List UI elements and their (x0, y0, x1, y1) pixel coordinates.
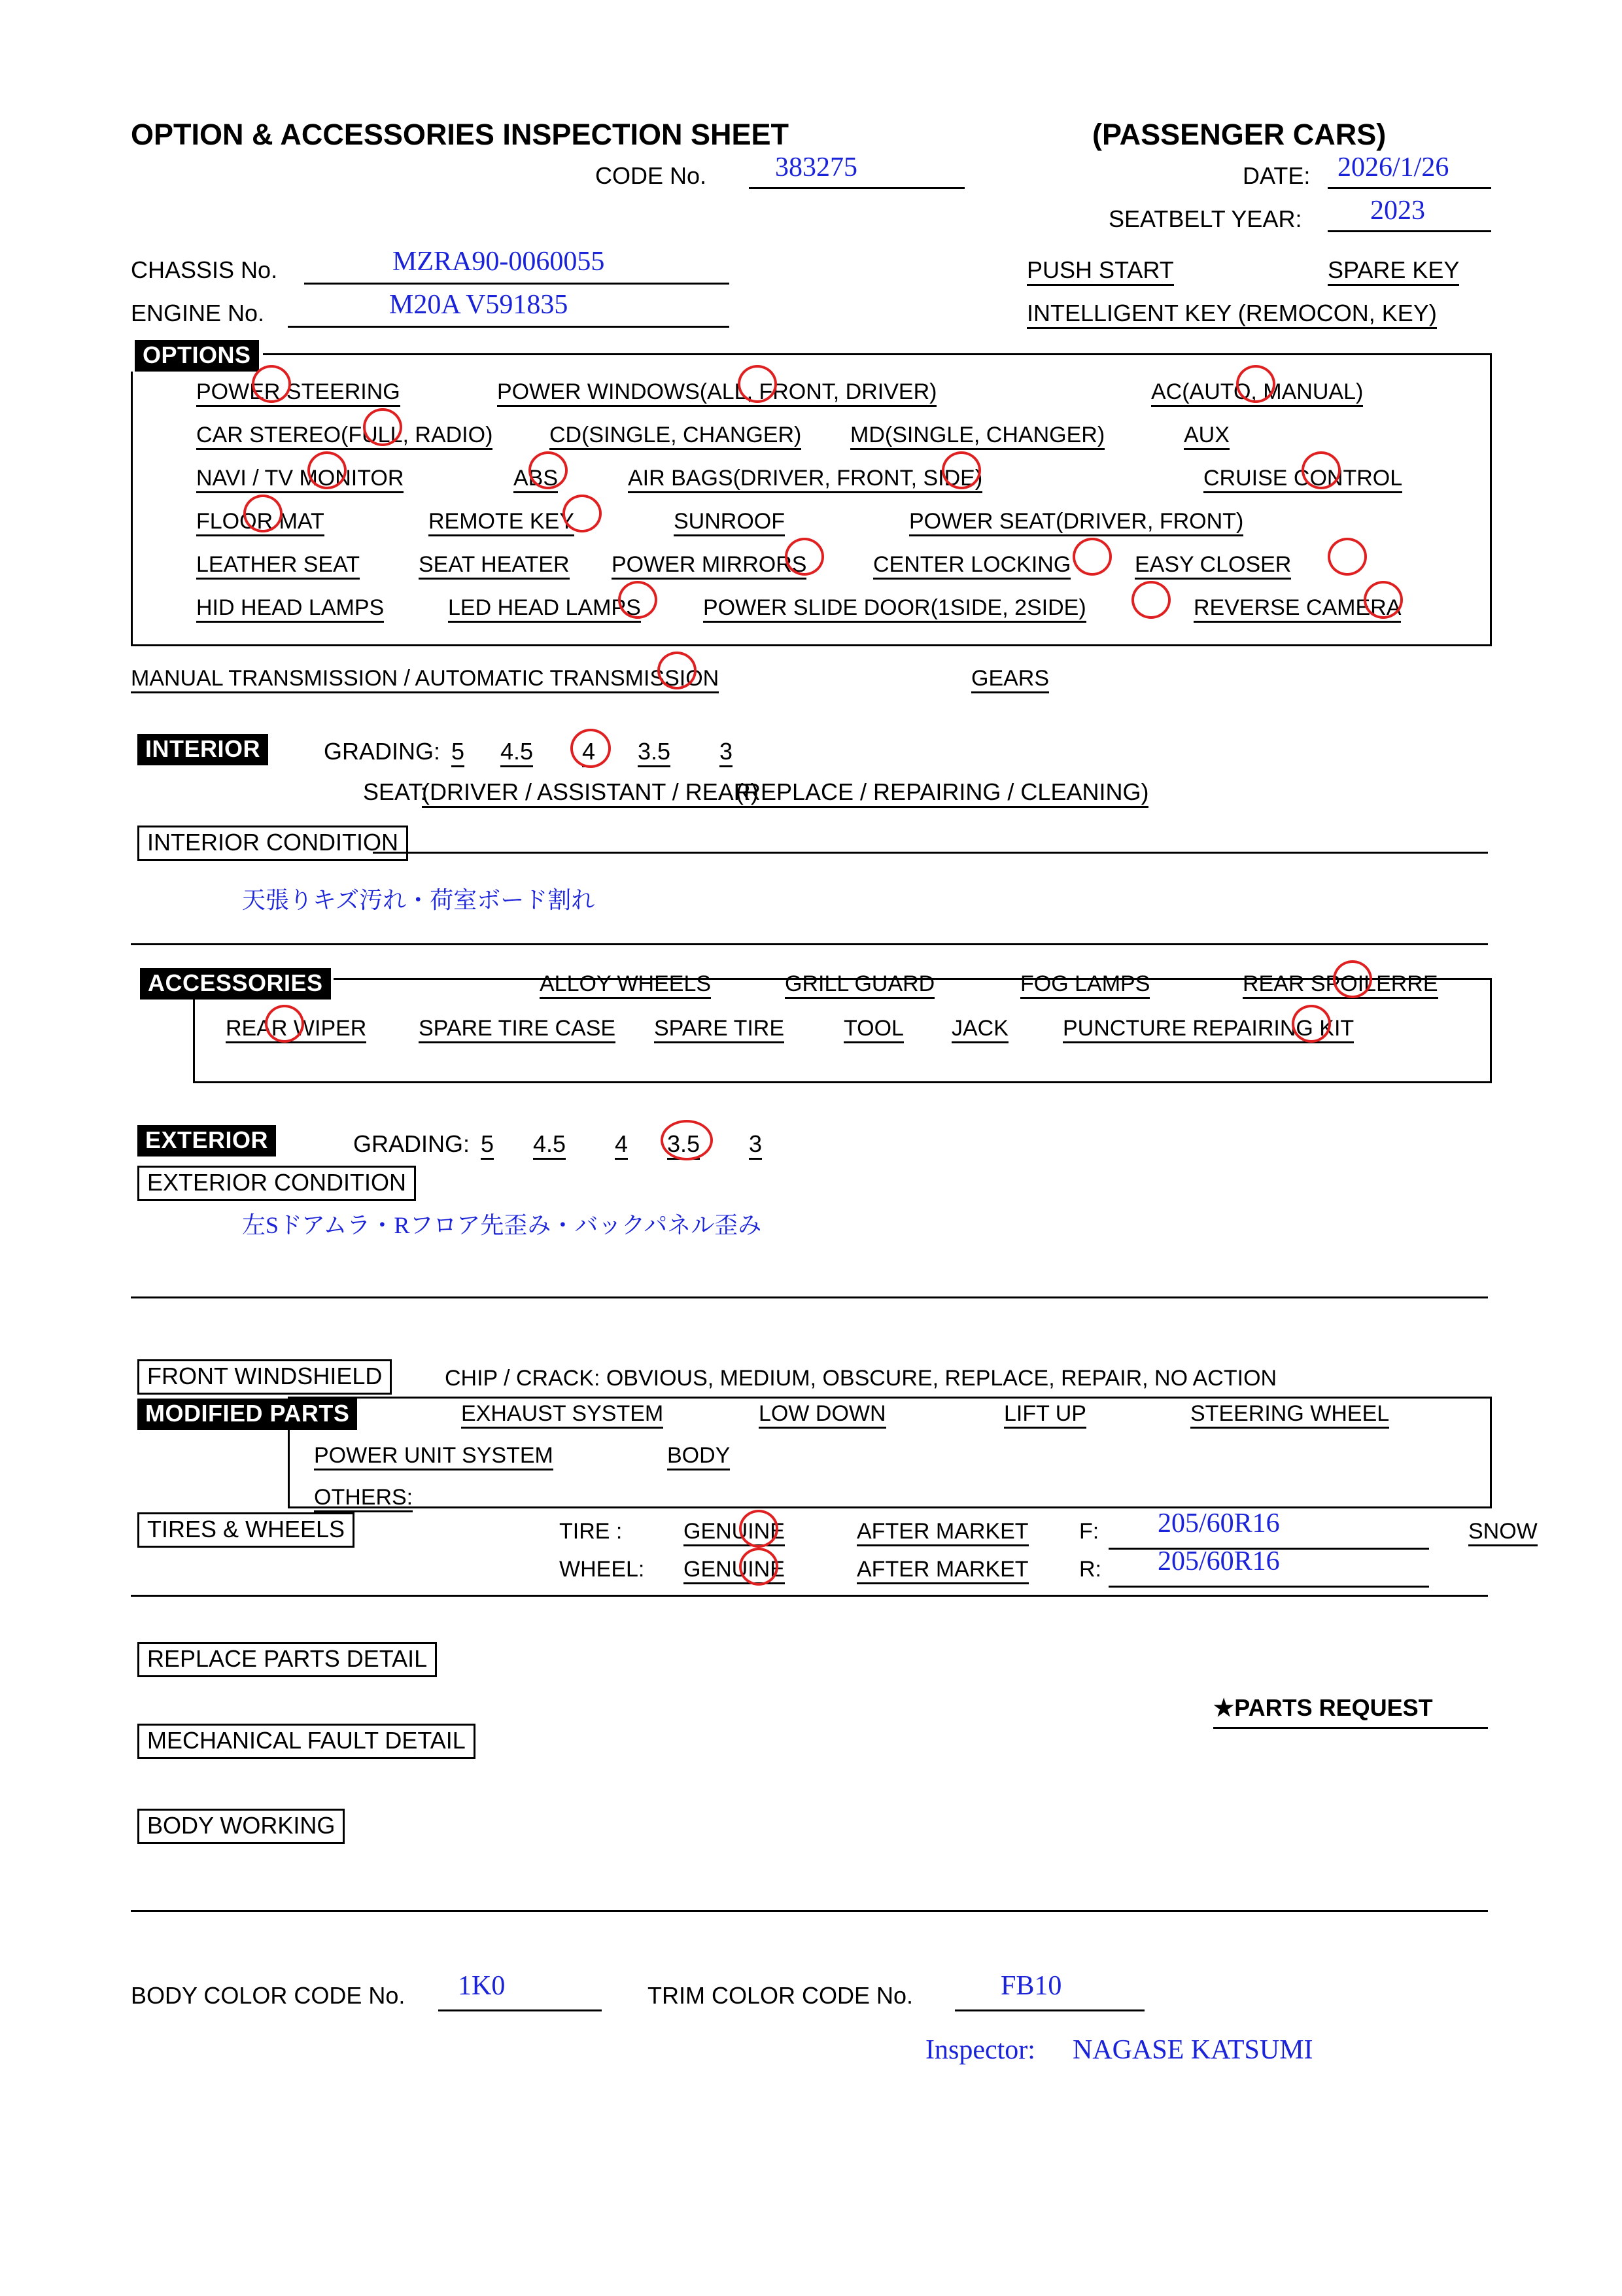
accessory-spare-tire-case[interactable]: SPARE TIRE CASE (419, 1016, 615, 1043)
tires-bottom-rule (131, 1595, 1488, 1597)
option-air-bags[interactable]: AIR BAGS(DRIVER, FRONT, SIDE) (628, 466, 982, 493)
mechanical-fault-detail-label: MECHANICAL FAULT DETAIL (137, 1724, 475, 1759)
engine-value: M20A V591835 (389, 290, 568, 320)
accessory-fog-lamps[interactable]: FOG LAMPS (1020, 971, 1150, 999)
option-cd[interactable]: CD(SINGLE, CHANGER) (549, 423, 801, 450)
accessory-alloy-wheels[interactable]: ALLOY WHEELS (540, 971, 711, 999)
option-center-locking[interactable]: CENTER LOCKING (873, 552, 1071, 580)
interior-condition-note: 天張りキズ汚れ・荷室ボード割れ (242, 887, 595, 913)
trim-color-code-label: TRIM COLOR CODE No. (647, 1982, 914, 2009)
exterior-grade-4-5[interactable]: 4.5 (533, 1130, 566, 1160)
body-working-label: BODY WORKING (137, 1809, 345, 1844)
tire-snow-option[interactable]: SNOW (1468, 1519, 1538, 1546)
option-leather-seat[interactable]: LEATHER SEAT (196, 552, 360, 580)
accessory-rear-spoilerre[interactable]: REAR SPOILERRE (1243, 971, 1438, 999)
spare-key-option[interactable]: SPARE KEY (1328, 256, 1459, 286)
exterior-section-label: EXTERIOR (137, 1125, 276, 1157)
accessories-section-label: ACCESSORIES (140, 968, 331, 1000)
body-color-code-label: BODY COLOR CODE No. (131, 1982, 406, 2009)
intelligent-key-option[interactable]: INTELLIGENT KEY (REMOCON, KEY) (1027, 300, 1437, 329)
code-label: CODE No. (595, 162, 707, 189)
modified-body[interactable]: BODY (667, 1443, 730, 1470)
code-value: 383275 (775, 152, 857, 183)
tire-genuine-option[interactable]: GENUINE (683, 1519, 785, 1546)
body-color-code-value: 1K0 (458, 1971, 506, 2001)
modified-parts-section-label: MODIFIED PARTS (137, 1399, 357, 1430)
page-subtitle: (PASSENGER CARS) (1092, 118, 1387, 151)
interior-section-label: INTERIOR (137, 734, 268, 765)
option-floor-mat[interactable]: FLOOR MAT (196, 509, 324, 536)
interior-condition-rule-1 (373, 852, 1488, 854)
accessory-jack[interactable]: JACK (952, 1016, 1009, 1043)
body-working-rule (131, 1910, 1488, 1912)
page-title: OPTION & ACCESSORIES INSPECTION SHEET (131, 118, 789, 151)
modified-power-unit-system[interactable]: POWER UNIT SYSTEM (314, 1443, 553, 1470)
modified-lift-up[interactable]: LIFT UP (1004, 1401, 1086, 1429)
interior-grade-5[interactable]: 5 (451, 738, 464, 767)
gears-label[interactable]: GEARS (971, 666, 1049, 693)
accessory-spare-tire[interactable]: SPARE TIRE (654, 1016, 784, 1043)
interior-condition-rule-2 (131, 943, 1488, 945)
option-hid-head-lamps[interactable]: HID HEAD LAMPS (196, 595, 384, 623)
exterior-grade-5[interactable]: 5 (481, 1130, 494, 1160)
inspector-value: NAGASE KATSUMI (1073, 2035, 1313, 2065)
interior-seat-options[interactable]: (DRIVER / ASSISTANT / REAR) (422, 778, 759, 808)
option-navi-tv-monitor[interactable]: NAVI / TV MONITOR (196, 466, 404, 493)
option-md[interactable]: MD(SINGLE, CHANGER) (850, 423, 1105, 450)
interior-seat-actions[interactable]: (REPLACE / REPAIRING / CLEANING) (736, 778, 1148, 808)
transmission-option[interactable]: MANUAL TRANSMISSION / AUTOMATIC TRANSMISSION (131, 666, 719, 693)
wheel-row-label: WHEEL: (559, 1557, 645, 1582)
interior-condition-label: INTERIOR CONDITION (137, 826, 408, 861)
exterior-condition-rule (131, 1296, 1488, 1298)
wheel-after-market-option[interactable]: AFTER MARKET (857, 1557, 1029, 1584)
accessory-rear-wiper[interactable]: REAR WIPER (226, 1016, 366, 1043)
accessory-tool[interactable]: TOOL (844, 1016, 904, 1043)
options-section-label: OPTIONS (135, 340, 259, 372)
replace-parts-detail-label: REPLACE PARTS DETAIL (137, 1642, 437, 1677)
modified-others-label[interactable]: OTHERS: (314, 1485, 413, 1512)
parts-request-rule (1213, 1727, 1488, 1729)
option-power-slide-door[interactable]: POWER SLIDE DOOR(1SIDE, 2SIDE) (703, 595, 1086, 623)
push-start-option[interactable]: PUSH START (1027, 256, 1174, 286)
interior-grade-3[interactable]: 3 (719, 738, 733, 767)
interior-grade-3-5[interactable]: 3.5 (638, 738, 670, 767)
accessory-grill-guard[interactable]: GRILL GUARD (785, 971, 935, 999)
exterior-grade-4[interactable]: 4 (615, 1130, 628, 1160)
modified-exhaust-system[interactable]: EXHAUST SYSTEM (461, 1401, 663, 1429)
option-cruise-control[interactable]: CRUISE CONTROL (1203, 466, 1402, 493)
exterior-grade-3[interactable]: 3 (749, 1130, 762, 1160)
parts-request-label: ★PARTS REQUEST (1213, 1694, 1433, 1721)
option-abs[interactable]: ABS (513, 466, 558, 493)
option-ac[interactable]: AC(AUTO, MANUAL) (1151, 379, 1363, 407)
option-reverse-camera[interactable]: REVERSE CAMERA (1194, 595, 1401, 623)
option-aux[interactable]: AUX (1184, 423, 1230, 450)
seatbelt-label: SEATBELT YEAR: (1109, 205, 1302, 232)
interior-grading-label: GRADING: (324, 738, 441, 765)
front-windshield-options[interactable]: CHIP / CRACK: OBVIOUS, MEDIUM, OBSCURE, REPLACE, REPAIR, NO ACTION (445, 1366, 1277, 1391)
date-label: DATE: (1243, 162, 1311, 189)
option-seat-heater[interactable]: SEAT HEATER (419, 552, 570, 580)
option-sunroof[interactable]: SUNROOF (674, 509, 785, 536)
option-led-head-lamps[interactable]: LED HEAD LAMPS (448, 595, 641, 623)
accessory-puncture-repairing-kit[interactable]: PUNCTURE REPAIRING KIT (1063, 1016, 1354, 1043)
tires-wheels-label: TIRES & WHEELS (137, 1512, 354, 1548)
option-easy-closer[interactable]: EASY CLOSER (1135, 552, 1291, 580)
interior-grade-4-5[interactable]: 4.5 (500, 738, 533, 767)
tire-front-label: F: (1079, 1519, 1099, 1544)
seatbelt-value: 2023 (1370, 196, 1425, 226)
option-power-seat[interactable]: POWER SEAT(DRIVER, FRONT) (909, 509, 1243, 536)
option-power-mirrors[interactable]: POWER MIRRORS (612, 552, 806, 580)
wheel-genuine-option[interactable]: GENUINE (683, 1557, 785, 1584)
tire-row-label: TIRE : (559, 1519, 623, 1544)
option-power-steering[interactable]: POWER STEERING (196, 379, 400, 407)
modified-steering-wheel[interactable]: STEERING WHEEL (1190, 1401, 1389, 1429)
tire-front-value: 205/60R16 (1158, 1508, 1280, 1539)
tire-after-market-option[interactable]: AFTER MARKET (857, 1519, 1029, 1546)
inspector-label: Inspector: (925, 2035, 1035, 2065)
chassis-value: MZRA90-0060055 (392, 247, 605, 277)
tire-rear-value: 205/60R16 (1158, 1546, 1280, 1576)
engine-label: ENGINE No. (131, 300, 265, 326)
front-windshield-label: FRONT WINDSHIELD (137, 1359, 392, 1395)
tire-rear-label: R: (1079, 1557, 1101, 1582)
trim-color-code-value: FB10 (1001, 1971, 1062, 2001)
chassis-label: CHASSIS No. (131, 256, 278, 283)
exterior-grading-label: GRADING: (353, 1130, 470, 1157)
date-value: 2026/1/26 (1337, 152, 1449, 183)
modified-low-down[interactable]: LOW DOWN (759, 1401, 886, 1429)
exterior-grade-3-5[interactable]: 3.5 (667, 1130, 700, 1160)
exterior-condition-note: 左Sドアムラ・Rフロア先歪み・バックパネル歪み (242, 1212, 762, 1238)
interior-grade-4[interactable]: 4 (582, 738, 595, 767)
exterior-condition-label: EXTERIOR CONDITION (137, 1166, 416, 1201)
option-power-windows[interactable]: POWER WINDOWS(ALL, FRONT, DRIVER) (497, 379, 937, 407)
option-remote-key[interactable]: REMOTE KEY (428, 509, 574, 536)
interior-seat-label: SEAT: (363, 778, 427, 805)
option-car-stereo[interactable]: CAR STEREO(FULL, RADIO) (196, 423, 492, 450)
